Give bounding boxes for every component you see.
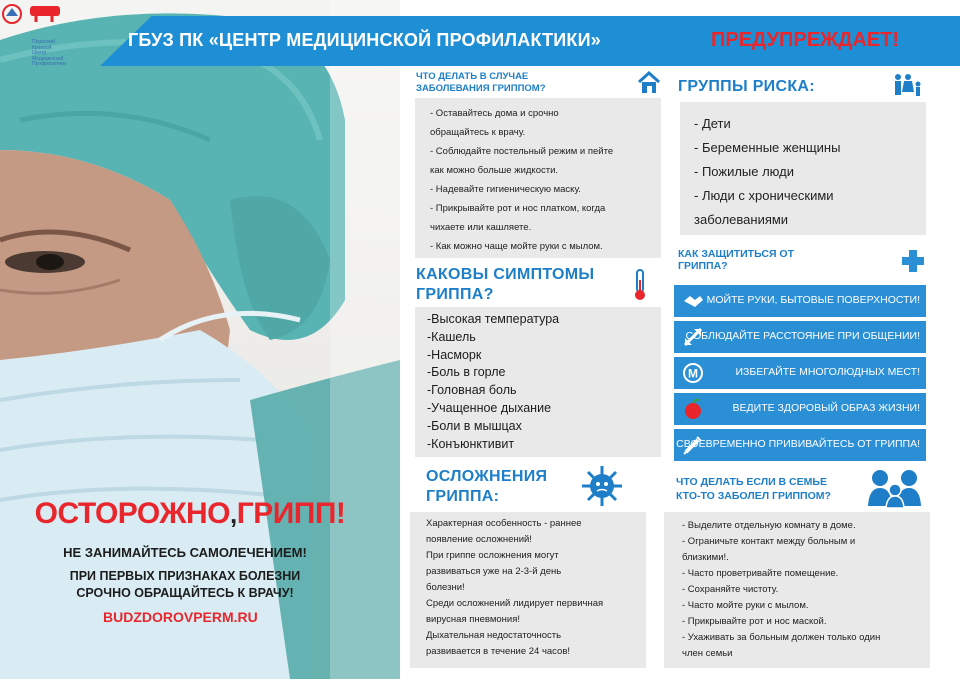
text-line: вирусная пневмония! xyxy=(426,614,521,625)
list-item: - Часто мойте руки с мылом. xyxy=(682,600,809,611)
family-box xyxy=(664,512,930,668)
svg-text:М: М xyxy=(688,366,698,381)
plus-icon xyxy=(900,248,926,274)
list-item: как можно больше жидкости. xyxy=(430,165,559,176)
website-link[interactable]: BUDZDOROVPERM.RU xyxy=(103,609,258,625)
text-line: болезни! xyxy=(426,582,465,593)
family-icon xyxy=(892,72,924,100)
apple-icon xyxy=(682,398,704,420)
symptoms-heading: КАКОВЫ СИМПТОМЫ ГРИППА? xyxy=(416,266,595,303)
flu-warning-title: ОСТОРОЖНО,ГРИПП! xyxy=(34,497,346,530)
list-item: - Люди с хроническими xyxy=(694,188,834,203)
list-item: - Пожилые люди xyxy=(694,164,794,179)
protect-row-wash-hands: МОЙТЕ РУКИ, БЫТОВЫЕ ПОВЕРХНОСТИ! xyxy=(674,285,926,317)
text-line: развиваться уже на 2-3-й день xyxy=(426,566,562,577)
see-doctor-text: ПРИ ПЕРВЫХ ПРИЗНАКАХ БОЛЕЗНИ СРОЧНО ОБРАЩАЙТЕСЬ К ВРАЧУ! xyxy=(69,569,301,600)
list-item: - Часто проветривайте помещение. xyxy=(682,568,839,579)
logo-text: Пермский Краевой Центр Медицинской Профилактики xyxy=(32,39,67,67)
house-icon xyxy=(636,70,662,96)
list-item: -Боли в мышцах xyxy=(427,418,522,433)
protect-row-crowds: М ИЗБЕГАЙТЕ МНОГОЛЮДНЫХ МЕСТ! xyxy=(674,357,926,389)
text-line: При гриппе осложнения могут xyxy=(426,550,559,561)
list-item: -Конъюнктивит xyxy=(427,436,515,451)
what-to-do-heading: ЧТО ДЕЛАТЬ В СЛУЧАЕ ЗАБОЛЕВАНИЯ ГРИППОМ? xyxy=(416,71,546,94)
list-item: -Головная боль xyxy=(427,383,517,398)
list-item: близкими!. xyxy=(682,552,729,563)
family-heading: ЧТО ДЕЛАТЬ ЕСЛИ В СЕМЬЕ КТО-ТО ЗАБОЛЕЛ ГРИППОМ? xyxy=(676,476,831,502)
list-item: - Ухаживать за больным должен только один xyxy=(682,632,881,643)
list-item: -Высокая температура xyxy=(427,312,560,326)
thermometer-icon xyxy=(632,268,648,302)
center-logo-icon xyxy=(0,0,70,36)
no-self-treatment-text: НЕ ЗАНИМАЙТЕСЬ САМОЛЕЧЕНИЕМ! xyxy=(63,545,307,560)
family-group-icon xyxy=(867,466,927,508)
what-to-do-box xyxy=(415,98,661,258)
text-line: Характерная особенность - раннее xyxy=(426,518,582,529)
list-item: - Сохраняйте чистоту. xyxy=(682,584,779,595)
list-item: обращайтесь к врачу. xyxy=(430,127,526,138)
protect-heading: КАК ЗАЩИТИТЬСЯ ОТ ГРИППА? xyxy=(678,248,795,272)
header-warn: ПРЕДУПРЕЖДАЕТ! xyxy=(711,29,900,51)
list-item: -Насморк xyxy=(427,347,482,362)
virus-icon xyxy=(580,464,624,508)
list-item: - Соблюдайте постельный режим и пейте xyxy=(430,146,614,157)
list-item: -Боль в горле xyxy=(427,365,506,380)
list-item: заболеваниями xyxy=(694,212,789,227)
list-item: член семьи xyxy=(682,648,733,659)
risk-groups-box xyxy=(680,102,926,235)
protect-row-vaccinate: СВОЕВРЕМЕННО ПРИВИВАЙТЕСЬ ОТ ГРИППА! xyxy=(674,429,926,461)
complications-box xyxy=(410,512,646,668)
list-item: -Кашель xyxy=(427,329,476,344)
protect-row-distance: СОБЛЮДАЙТЕ РАССТОЯНИЕ ПРИ ОБЩЕНИИ! xyxy=(674,321,926,353)
protect-row-healthy: ВЕДИТЕ ЗДОРОВЫЙ ОБРАЗ ЖИЗНИ! xyxy=(674,393,926,425)
complications-heading: ОСЛОЖНЕНИЯ ГРИППА: xyxy=(426,468,548,505)
header-title: ГБУЗ ПК «ЦЕНТР МЕДИЦИНСКОЙ ПРОФИЛАКТИКИ» xyxy=(128,30,601,50)
list-item: - Дети xyxy=(694,116,731,131)
text-line: Среди осложнений лидирует первичная xyxy=(426,598,604,609)
metro-icon xyxy=(682,362,704,384)
text-line: развивается в течение 24 часов! xyxy=(426,646,571,657)
doctor-photo xyxy=(0,0,400,679)
list-item: - Беременные женщины xyxy=(694,140,841,155)
text-line: появление осложнений! xyxy=(426,534,532,545)
list-item: чихаете или кашляете. xyxy=(430,222,532,233)
list-item: - Оставайтесь дома и срочно xyxy=(430,108,559,119)
text-line: Дыхательная недостаточность xyxy=(426,630,562,641)
list-item: -Учащенное дыхание xyxy=(427,400,552,415)
list-item: - Прикрывайте рот и нос маской. xyxy=(682,616,827,627)
symptoms-box xyxy=(415,307,661,457)
list-item: - Как можно чаще мойте руки с мылом. xyxy=(430,241,603,252)
risk-groups-heading: ГРУППЫ РИСКА: xyxy=(678,78,815,95)
handshake-icon xyxy=(682,290,704,312)
list-item: - Выделите отдельную комнату в доме. xyxy=(682,520,856,531)
list-item: - Надевайте гигиеническую маску. xyxy=(430,184,581,195)
list-item: - Прикрывайте рот и нос платком, когда xyxy=(430,203,606,214)
list-item: - Ограничьте контакт между больным и xyxy=(682,536,856,547)
